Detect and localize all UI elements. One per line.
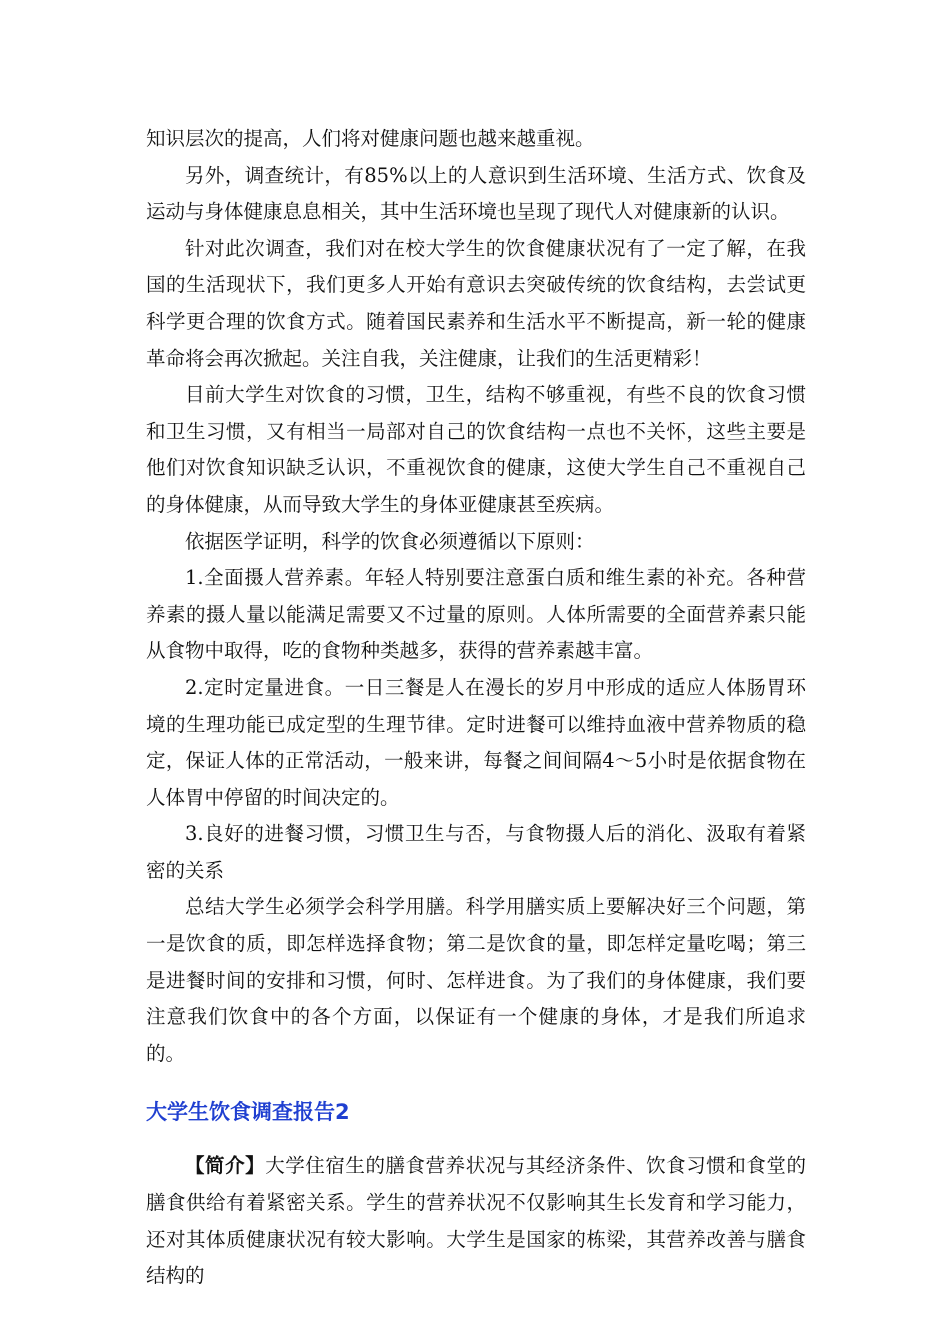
paragraph: 依据医学证明，科学的饮食必须遵循以下原则： [185,529,595,553]
intro-text: 大学住宿生的膳食营养状况与其经济条件、饮食习惯和食堂的膳食供给有着紧密关系。学生的营养状况不仅影响其生长发育和学习能力，还对其体质健康状况有较大影响。大学生是国家的栋梁，其营养改善与膳食结构的 [146,1154,806,1288]
summary-paragraph: 总结大学生必须学会科学用膳。科学用膳实质上要解决好三个问题，第一是饮食的质，即怎样选择食物；第二是饮食的量，即怎样定量吃喝；第三是进餐时间的安排和习惯，何时、怎样进食。为了我们的身体健康，我们要注意我们饮食中的各个方面，以保证有一个健康的身体，才是我们所追求的。 [146,895,806,1065]
paragraph: 知识层次的提高，人们将对健康问题也越来越重视。 [146,127,595,150]
intro-paragraph [146,1148,806,1294]
intro-label: 【简介】 [185,1154,266,1178]
principle-3-paragraph: 3.良好的进餐习惯，习惯卫生与否，与食物摄人后的消化、汲取有着紧密的关系 [146,822,806,882]
principle-1-paragraph: 1.全面摄人营养素。年轻人特别要注意蛋白质和维生素的补充。各种营养素的摄人量以能满足需要又不过量的原则。人体所需要的全面营养素只能从食物中取得，吃的食物种类越多，获得的营养素越丰富。 [146,566,806,663]
paragraph: 目前大学生对饮食的习惯，卫生，结构不够重视，有些不良的饮食习惯和卫生习惯，又有相当一局部对自己的饮食结构一点也不关怀，这些主要是他们对饮食知识缺乏认识，不重视饮食的健康，这使大学生自己不重视自己的身体健康，从而导致大学生的身体亚健康甚至疾病。 [146,383,806,516]
section-heading: 大学生饮食调查报告2 [146,1100,350,1125]
paragraph: 针对此次调查，我们对在校大学生的饮食健康状况有了一定了解，在我国的生活现状下，我们更多人开始有意识去突破传统的饮食结构，去尝试更科学更合理的饮食方式。随着国民素养和生活水平不断提高，新一轮的健康革命将会再次掀起。关注自我，关注健康，让我们的生活更精彩！ [146,236,806,370]
principle-2-paragraph: 2.定时定量进食。一日三餐是人在漫长的岁月中形成的适应人体肠胃环境的生理功能已成定型的生理节律。定时进餐可以维持血液中营养物质的稳定，保证人体的正常活动，一般来讲，每餐之间间隔4～5小时是依据食物在人体胃中停留的时间决定的。 [146,675,806,809]
paragraph: 另外，调查统计，有85%以上的人意识到生活环境、生活方式、饮食及运动与身体健康息息相关，其中生活环境也呈现了现代人对健康新的认识。 [146,163,806,224]
document-body [146,121,806,1295]
